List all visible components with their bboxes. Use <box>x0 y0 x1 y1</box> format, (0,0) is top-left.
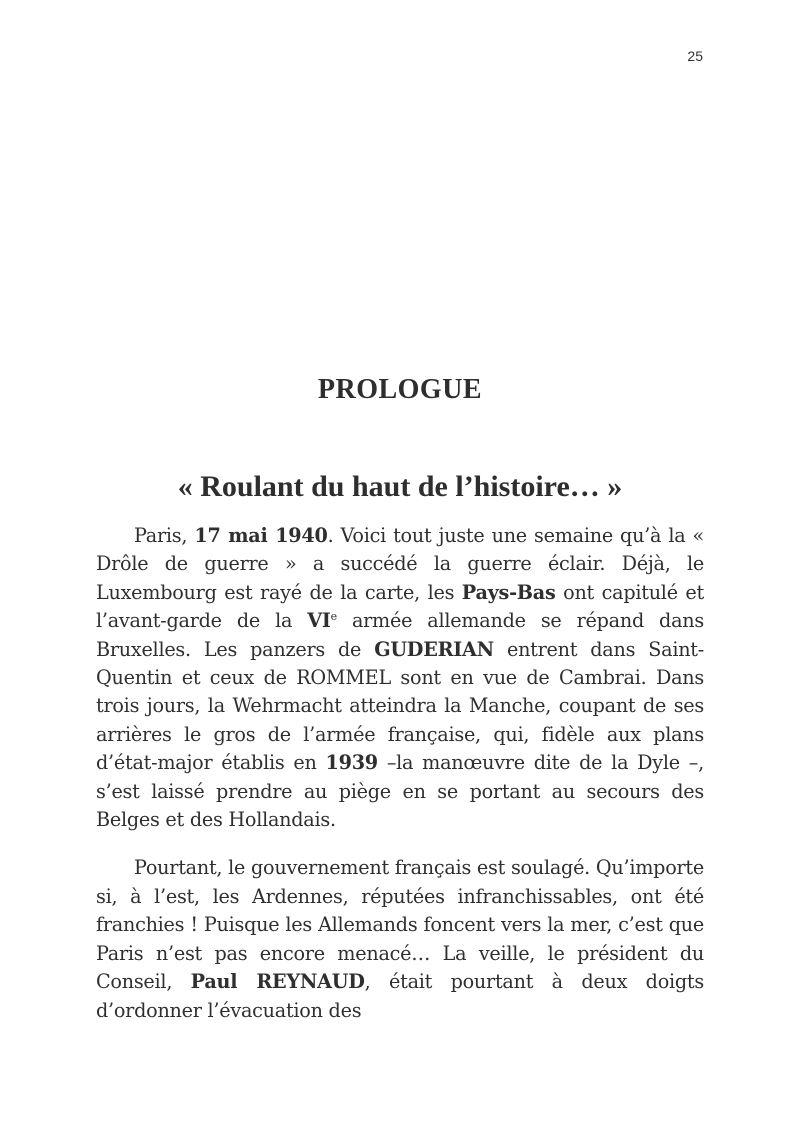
superscript: e <box>330 610 337 624</box>
bold-text: Pays-Bas <box>461 580 556 604</box>
page-number: 25 <box>687 48 703 64</box>
text-run: ont capitulé et l’avant-garde de la <box>96 580 704 633</box>
text-run: entrent dans Saint-Quentin et ceux de ROMMEL sont en vue de Cambrai. Dans trois jours, la Wehrmacht atteindra la Manche, coupant de ses arrières le gros de l’armée française, qui, fidèle aux plans d’état-major établis en <box>96 637 705 775</box>
text-run: . Voici tout juste une semaine qu’à la « Drôle de guerre » a succédé la guerre éclair. Déjà, le Luxembourg est rayé de la carte, les <box>96 524 705 604</box>
text-run: Pourtant, le gouvernement français est soulagé. Qu’importe si, à l’est, les Ardennes, réputées infranchissables, ont été franchies ! Puisque les Allemands foncent vers la mer, c’est que Paris n’est pas encore menacé… La veille, le président du Conseil, <box>96 856 704 994</box>
section-title: « Roulant du haut de l’histoire… » <box>177 470 623 503</box>
text-run: , était pourtant à deux doigts d’ordonner l’évacuation des <box>96 970 704 1022</box>
text-run: –la manœuvre dite de la Dyle –, s’est laissé prendre au piège en se portant au secours des Belges et des Hollandais. <box>96 751 704 832</box>
text-run: Paris, <box>134 524 195 547</box>
paragraph <box>96 522 704 834</box>
text-run: armée allemande se répand dans Bruxelles. Les panzers de <box>96 609 704 661</box>
body-text <box>96 522 704 1025</box>
bold-text: 17 mai 1940 <box>194 524 328 547</box>
bold-text: GUDERIAN <box>374 637 494 661</box>
bold-text: VI <box>307 609 331 633</box>
paragraph <box>96 854 704 1024</box>
bold-text: Paul REYNAUD <box>190 970 365 994</box>
chapter-title: PROLOGUE <box>317 374 483 405</box>
bold-text: 1939 <box>325 751 378 775</box>
